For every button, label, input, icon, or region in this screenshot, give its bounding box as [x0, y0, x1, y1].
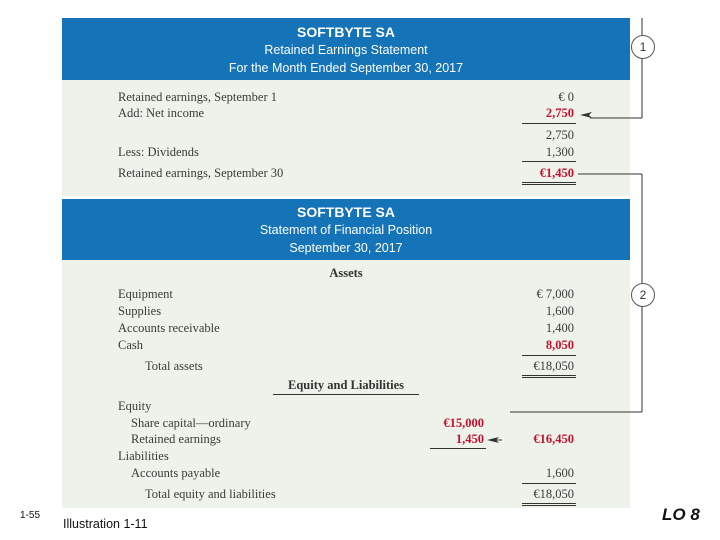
- asset-label: Equipment: [118, 287, 173, 301]
- total-assets-label: Total assets: [145, 359, 203, 373]
- arrowhead-net-income: [580, 112, 592, 118]
- equity-liabilities-heading: Equity and Liabilities: [287, 378, 404, 392]
- accounts-payable-amount: 1,600: [545, 466, 574, 480]
- asset-label: Cash: [118, 338, 143, 352]
- illustration-caption: Illustration 1-11: [63, 517, 148, 531]
- line-label: Retained earnings, September 1: [118, 90, 277, 104]
- asset-label: Accounts receivable: [118, 321, 220, 335]
- company-name: SOFTBYTE SA: [296, 204, 395, 220]
- total-equity-liabilities-amount: €18,050: [533, 487, 574, 501]
- share-capital-label: Share capital—ordinary: [131, 416, 251, 430]
- asset-amount: € 7,000: [536, 287, 574, 301]
- line-label: Retained earnings, September 30: [118, 166, 284, 180]
- total-equity-amount: €16,450: [533, 432, 574, 446]
- asset-amount: 1,600: [545, 304, 574, 318]
- learning-objective: LO 8: [662, 505, 700, 524]
- statement-period: For the Month Ended September 30, 2017: [228, 61, 464, 75]
- company-name: SOFTBYTE SA: [296, 24, 395, 40]
- liabilities-label: Liabilities: [118, 449, 169, 463]
- retained-earnings-label: Retained earnings: [131, 432, 221, 446]
- equity-label: Equity: [118, 399, 152, 413]
- line-amount: 1,300: [545, 145, 574, 159]
- total-equity-liabilities-label: Total equity and liabilities: [145, 487, 276, 501]
- retained-earnings-amount: 1,450: [455, 432, 484, 446]
- line-label: Add: Net income: [118, 106, 205, 120]
- step-badge-2: 2: [631, 283, 655, 307]
- line-label: Less: Dividends: [118, 145, 199, 159]
- statement-title: Statement of Financial Position: [259, 223, 433, 237]
- asset-label: Supplies: [118, 304, 162, 318]
- statement-date: September 30, 2017: [289, 241, 403, 255]
- retained-earnings-end-amount: €1,450: [539, 166, 574, 180]
- assets-heading: Assets: [329, 266, 363, 280]
- net-income-amount: 2,750: [545, 106, 574, 120]
- asset-amount: 1,400: [545, 321, 574, 335]
- share-capital-amount: €15,000: [443, 416, 484, 430]
- line-amount: 2,750: [545, 128, 574, 142]
- total-assets-amount: €18,050: [533, 359, 574, 373]
- slide-number: 1-55: [20, 510, 41, 521]
- cash-amount: 8,050: [545, 338, 574, 352]
- retained-transfer-arrow: [487, 437, 502, 443]
- step-badge-1: 1: [631, 35, 655, 59]
- connector-1: [590, 18, 642, 118]
- accounts-payable-label: Accounts payable: [131, 466, 221, 480]
- connector-2: [510, 174, 642, 412]
- line-amount: € 0: [558, 90, 574, 104]
- statement-title: Retained Earnings Statement: [264, 43, 428, 57]
